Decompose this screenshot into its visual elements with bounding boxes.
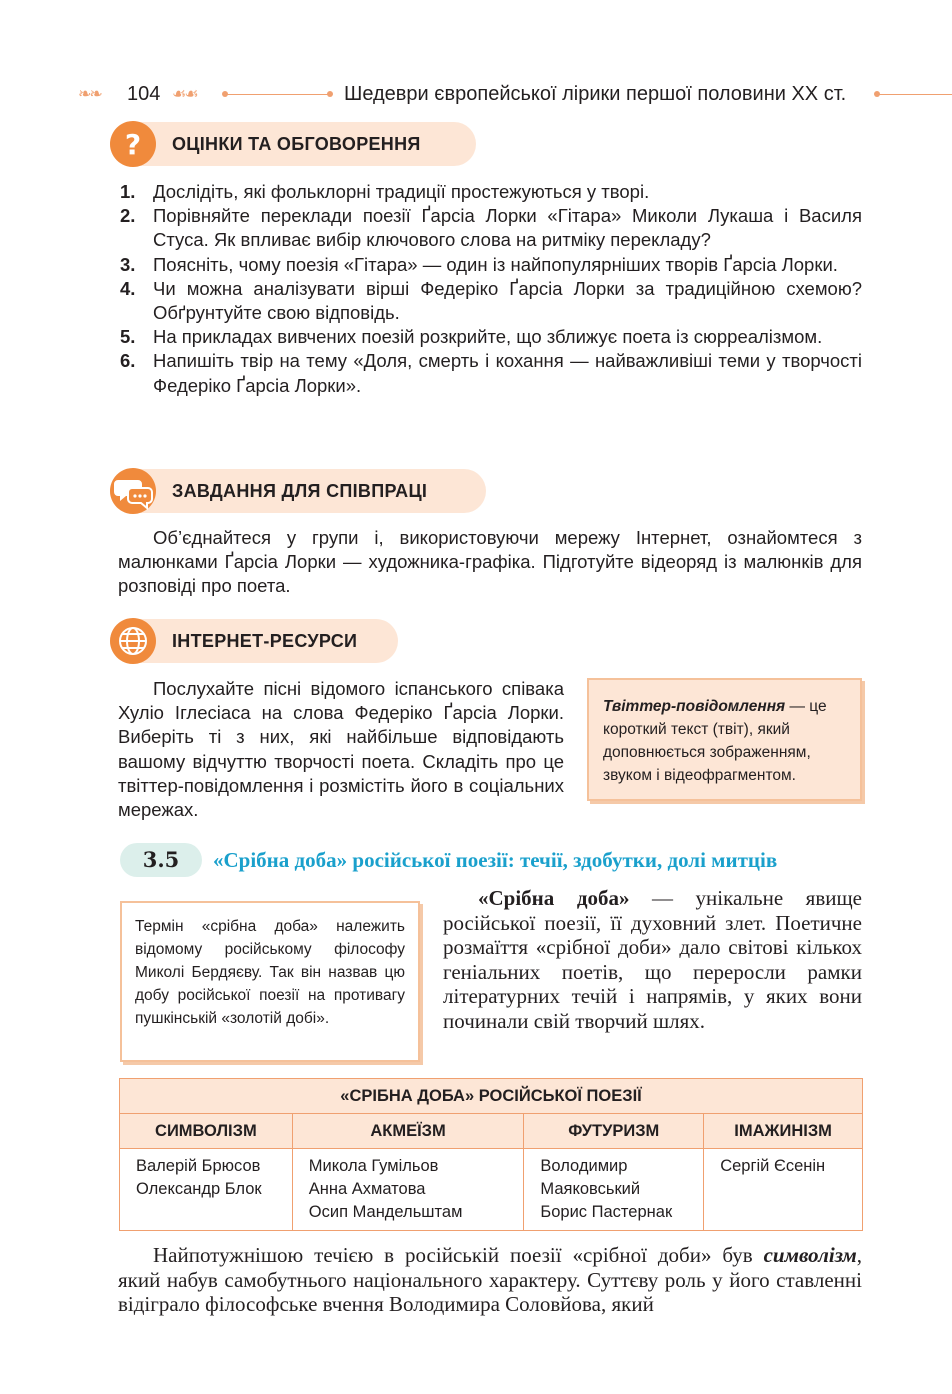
table-cell: Микола Гумільов Анна Ахматова Осип Мандельштам [292,1149,524,1231]
list-item: 6. Напишіть твір на тему «Доля, смерть і кохання — найважливіші теми у творчості Федеріко Ґарсіа Лорки». [120,350,862,396]
section-number: 3.5 [120,843,202,877]
section-header-internet [110,619,398,663]
book-title: Шедеври європейської лірики першої половини XX ст. [344,83,847,105]
page-number: 104 [127,83,161,105]
column-header: ФУТУРИЗМ [524,1114,704,1149]
ornament-right-icon: ☙☙ [172,84,197,103]
page-header [0,80,952,110]
internet-text: Послухайте пісні відомого іспанського співака Хуліо Іглесіаса на слова Федеріко Ґарсіа Лорки. Виберіть ті з них, які найбільше відповідають вашому відчуттю творчості поета. Складіть про це твіттер-повідомлення і розмістіть його в соціальних мережах. [118,678,564,821]
section-header-cooperation [110,469,486,513]
table-cell: Сергій Єсенін [704,1149,863,1231]
list-item: 4. Чи можна аналізувати вірші Федеріко Ґарсіа Лорки за традиційною схемою? Обґрунтуйте свою відповідь. [120,277,862,324]
section-header-discussion [110,122,476,166]
poets-table [119,1078,863,1231]
ornament-left-icon: ❧❧ [78,84,101,103]
definition-text: — це короткий текст (твіт), який доповнюється зображенням, звуком і відеофрагментом. [603,698,827,784]
intro-paragraph [443,886,862,1033]
list-item: 3. Поясніть, чому поезія «Гітара» — один із найпопулярніших творів Ґарсіа Лорки. [120,253,838,275]
section-heading: «Срібна доба» російської поезії: течії, здобутки, долі митців [213,848,778,872]
divider-dot [327,91,333,97]
intro-term: «Срібна доба» [478,886,630,910]
list-item: 1. Дослідіть, які фольклорні традиції простежуються у творі. [120,181,650,202]
list-item: 2. Порівняйте переклади поезії Ґарсіа Лорки «Гітара» Миколи Лукаша і Василя Стуса. Як впливає вибір ключового слова на ритміку перекладу? [120,205,862,251]
closing-paragraph: Найпотужнішою течією в російській поезії «срібної доби» був символізм, який набув самобутнього національного характеру. Суттєву роль у його ставленні відіграло філософське вчення Володимира Соловйова, який [118,1243,862,1316]
definition-box [587,678,862,801]
chat-bubbles-icon [110,468,156,514]
side-note-box: Термін «срібна доба» належить відомому російському філософу Миколі Бердяєву. Так він назвав цю добу російської поезії на противагу пушкінській «золотій добі». [120,901,420,1062]
table-header-row [120,1114,863,1149]
list-item: 5. На прикладах вивчених поезій розкрийте, що зближує поета із сюрреалізмом. [120,326,823,348]
column-header: СИМВОЛІЗМ [120,1114,293,1149]
cooperation-text: Об’єднайтеся у групи і, використовуючи мережу Інтернет, ознайомтеся з малюнками Ґарсіа Лорки — художника-графіка. Підготуйте відеоряд із малюнків для розповіді про поета. [118,527,862,597]
definition-term: Твіттер-повідомлення [603,698,786,715]
question-icon [110,121,156,167]
section-title: ЗАВДАННЯ ДЛЯ СПІВПРАЦІ [172,481,428,501]
column-header: ІМАЖИНІЗМ [704,1114,863,1149]
table-row [120,1149,863,1231]
header-divider [225,94,330,95]
section-title: ІНТЕРНЕТ-РЕСУРСИ [172,631,358,651]
table-caption-row [120,1079,863,1114]
table-cell: Валерій Брюсов Олександр Блок [120,1149,293,1231]
table-cell: Володимир Маяковський Борис Пастернак [524,1149,704,1231]
column-header: АКМЕЇЗМ [292,1114,524,1149]
table-caption: «СРІБНА ДОБА» РОСІЙСЬКОЇ ПОЕЗІЇ [120,1079,863,1114]
question-list [118,180,862,398]
section-title: ОЦІНКИ ТА ОБГОВОРЕННЯ [172,134,421,154]
svg-text:?: ? [124,128,142,161]
term-symbolism: символізм [763,1243,857,1267]
header-divider [877,94,952,95]
intro-text: — унікальне явище російської поезії, її духовний злет. Поетичне розмаїття «срібної доби» дало світові кількох геніальних поетів, що переросли рамки літературних течій і напрямів, у яких вони починали свій творчий шлях. [443,886,862,1033]
globe-icon [110,618,156,664]
